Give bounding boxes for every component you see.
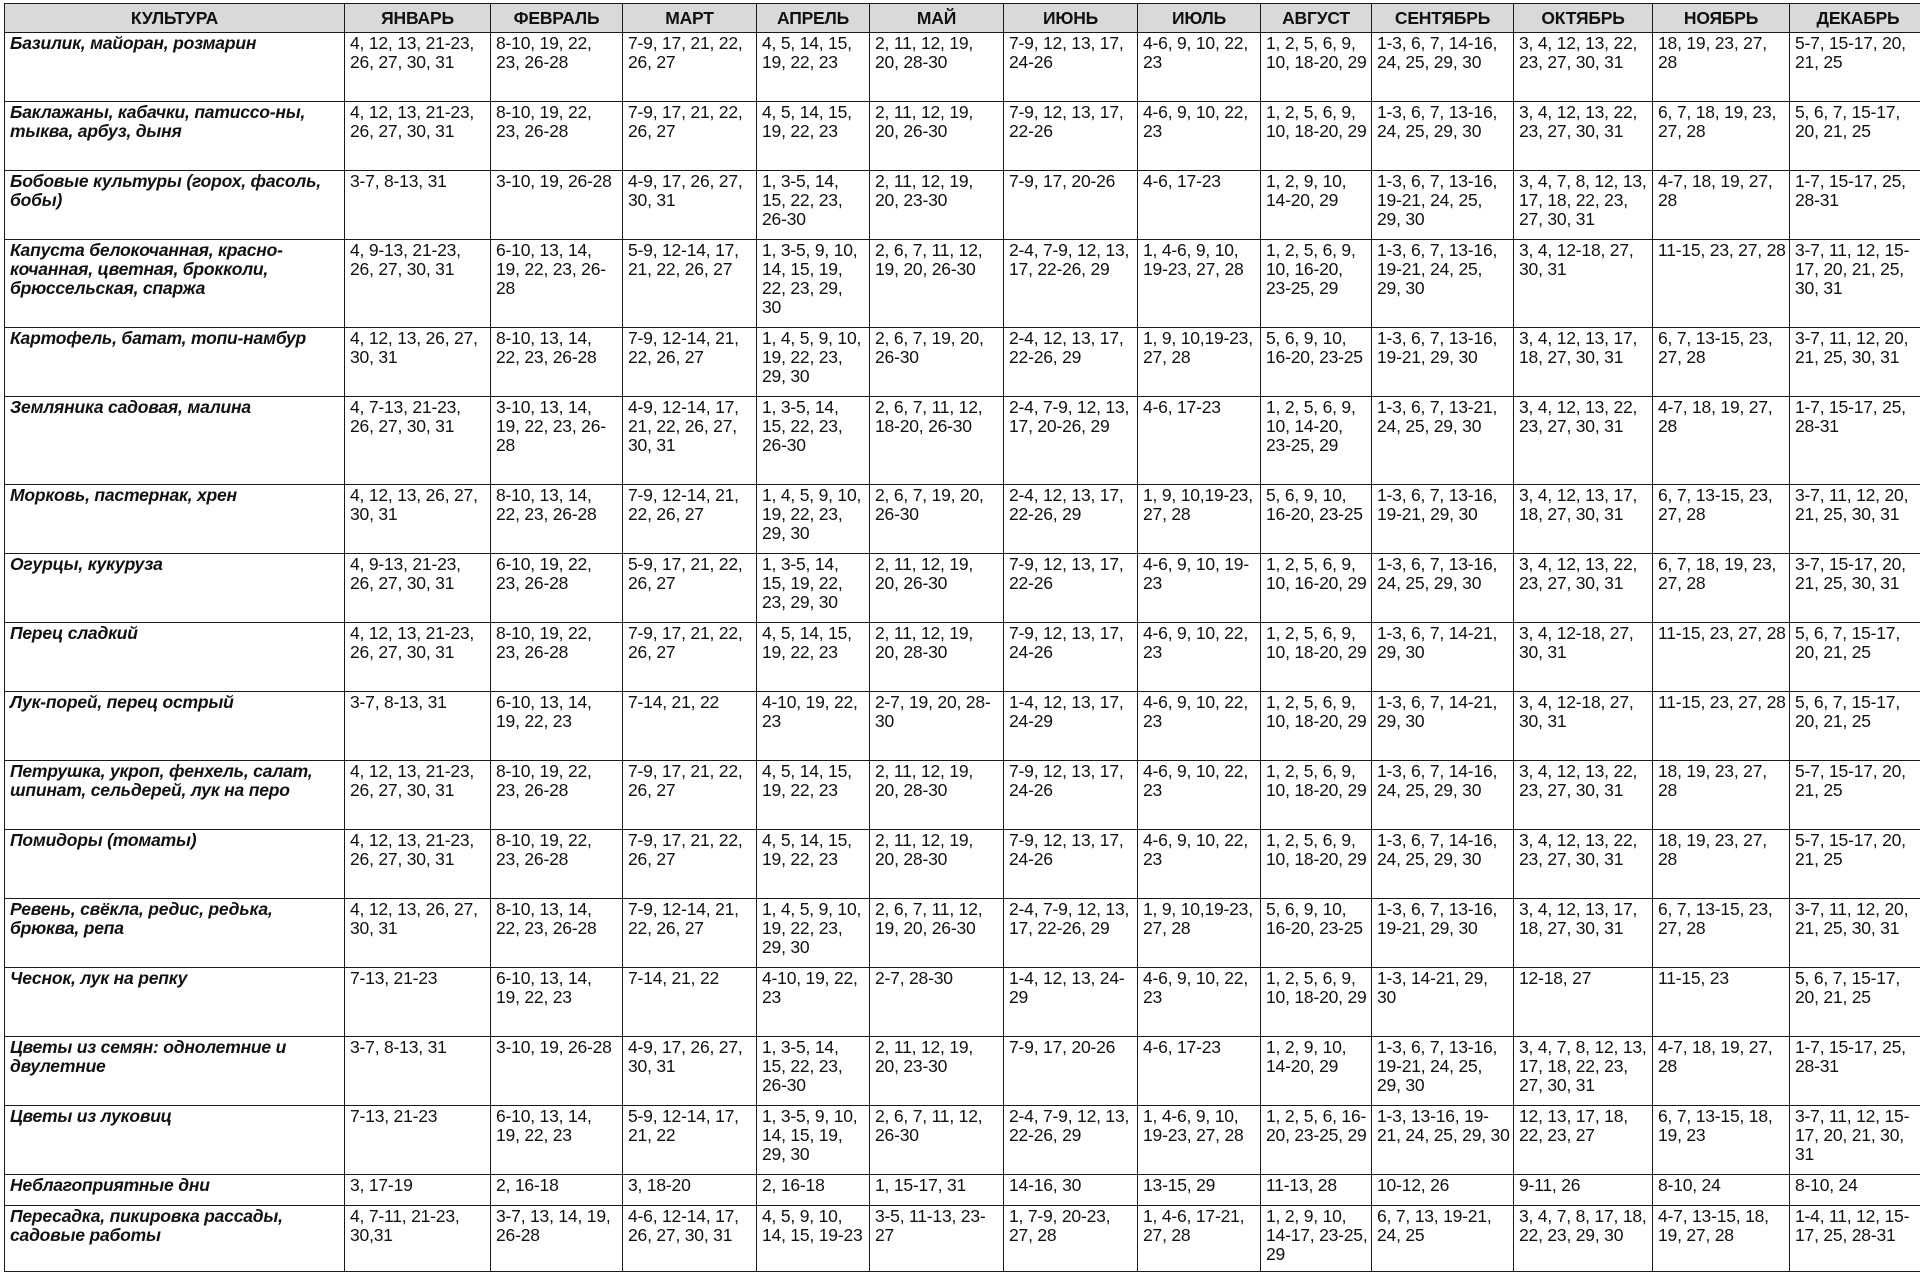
dates-cell: 1, 2, 9, 10, 14-20, 29 [1261,171,1372,240]
crop-name-cell: Базилик, майоран, розмарин [5,33,345,102]
dates-cell: 7-9, 12, 13, 17, 22-26 [1004,102,1138,171]
dates-cell: 3, 4, 12, 13, 17, 18, 27, 30, 31 [1514,485,1653,554]
dates-cell: 6, 7, 18, 19, 23, 27, 28 [1653,102,1790,171]
dates-cell: 12, 13, 17, 18, 22, 23, 27 [1514,1106,1653,1175]
dates-cell: 11-13, 28 [1261,1175,1372,1206]
dates-cell: 8-10, 19, 22, 23, 26-28 [491,761,623,830]
dates-cell: 4, 7-13, 21-23, 26, 27, 30, 31 [345,397,491,485]
dates-cell: 1-3, 6, 7, 13-16, 19-21, 29, 30 [1372,328,1514,397]
dates-cell: 4-6, 9, 10, 22, 23 [1138,623,1261,692]
dates-cell: 1-7, 15-17, 25, 28-31 [1790,1037,1920,1106]
dates-cell: 8-10, 19, 22, 23, 26-28 [491,102,623,171]
dates-cell: 6, 7, 13-15, 23, 27, 28 [1653,899,1790,968]
dates-cell: 5, 6, 9, 10, 16-20, 23-25 [1261,328,1372,397]
dates-cell: 2, 11, 12, 19, 20, 28-30 [870,33,1004,102]
dates-cell: 4, 12, 13, 26, 27, 30, 31 [345,328,491,397]
dates-cell: 1, 2, 9, 10, 14-17, 23-25, 29 [1261,1206,1372,1272]
dates-cell: 2-7, 19, 20, 28-30 [870,692,1004,761]
crop-name-cell: Цветы из семян: однолетние и двулетние [5,1037,345,1106]
dates-cell: 4, 12, 13, 21-23, 26, 27, 30, 31 [345,761,491,830]
crop-name-cell: Капуста белокочанная, красно-кочанная, цветная, брокколи, брюссельская, спаржа [5,240,345,328]
dates-cell: 1, 2, 9, 10, 14-20, 29 [1261,1037,1372,1106]
dates-cell: 7-9, 12, 13, 17, 24-26 [1004,830,1138,899]
dates-cell: 4-7, 18, 19, 27, 28 [1653,397,1790,485]
dates-cell: 2, 11, 12, 19, 20, 26-30 [870,554,1004,623]
dates-cell: 3-7, 11, 12, 20, 21, 25, 30, 31 [1790,328,1920,397]
dates-cell: 1, 9, 10,19-23, 27, 28 [1138,328,1261,397]
dates-cell: 1, 4-6, 17-21, 27, 28 [1138,1206,1261,1272]
crop-name-cell: Пересадка, пикировка рассады, садовые работы [5,1206,345,1272]
dates-cell: 2-4, 7-9, 12, 13, 17, 20-26, 29 [1004,397,1138,485]
table-row [5,1206,1920,1272]
dates-cell: 4-7, 18, 19, 27, 28 [1653,171,1790,240]
dates-cell: 3-7, 13, 14, 19, 26-28 [491,1206,623,1272]
crop-name-cell: Ревень, свёкла, редис, редька, брюква, репа [5,899,345,968]
dates-cell: 4, 5, 14, 15, 19, 22, 23 [757,33,870,102]
dates-cell: 6, 7, 18, 19, 23, 27, 28 [1653,554,1790,623]
dates-cell: 6-10, 13, 14, 19, 22, 23 [491,1106,623,1175]
dates-cell: 1-7, 15-17, 25, 28-31 [1790,171,1920,240]
column-header-month: ИЮНЬ [1004,4,1138,33]
dates-cell: 2, 6, 7, 19, 20, 26-30 [870,328,1004,397]
column-header-month: ИЮЛЬ [1138,4,1261,33]
dates-cell: 1, 9, 10,19-23, 27, 28 [1138,485,1261,554]
table-row [5,397,1920,485]
column-header-month: НОЯБРЬ [1653,4,1790,33]
crop-name-cell: Чеснок, лук на репку [5,968,345,1037]
dates-cell: 3-7, 15-17, 20, 21, 25, 30, 31 [1790,554,1920,623]
dates-cell: 8-10, 24 [1790,1175,1920,1206]
dates-cell: 3, 4, 7, 8, 12, 13, 17, 18, 22, 23, 27, 30, 31 [1514,1037,1653,1106]
crop-name-cell: Перец сладкий [5,623,345,692]
dates-cell: 4-6, 9, 10, 22, 23 [1138,968,1261,1037]
dates-cell: 4-9, 17, 26, 27, 30, 31 [623,1037,757,1106]
dates-cell: 3-7, 8-13, 31 [345,692,491,761]
dates-cell: 2, 11, 12, 19, 20, 26-30 [870,102,1004,171]
dates-cell: 5, 6, 7, 15-17, 20, 21, 25 [1790,102,1920,171]
dates-cell: 4-6, 17-23 [1138,1037,1261,1106]
table-row [5,240,1920,328]
dates-cell: 4, 9-13, 21-23, 26, 27, 30, 31 [345,240,491,328]
dates-cell: 1-3, 6, 7, 13-16, 19-21, 29, 30 [1372,485,1514,554]
table-row [5,33,1920,102]
dates-cell: 1-4, 12, 13, 17, 24-29 [1004,692,1138,761]
table-row [5,554,1920,623]
dates-cell: 3-5, 11-13, 23-27 [870,1206,1004,1272]
dates-cell: 2, 6, 7, 19, 20, 26-30 [870,485,1004,554]
crop-name-cell: Картофель, батат, топи-намбур [5,328,345,397]
planting-calendar-table [4,3,1920,1272]
dates-cell: 4-6, 12-14, 17, 26, 27, 30, 31 [623,1206,757,1272]
dates-cell: 8-10, 13, 14, 22, 23, 26-28 [491,328,623,397]
dates-cell: 1, 4, 5, 9, 10, 19, 22, 23, 29, 30 [757,328,870,397]
crop-name-cell: Огурцы, кукуруза [5,554,345,623]
column-header-month: ОКТЯБРЬ [1514,4,1653,33]
dates-cell: 4-9, 17, 26, 27, 30, 31 [623,171,757,240]
dates-cell: 18, 19, 23, 27, 28 [1653,761,1790,830]
dates-cell: 11-15, 23, 27, 28 [1653,623,1790,692]
dates-cell: 11-15, 23, 27, 28 [1653,240,1790,328]
dates-cell: 1-7, 15-17, 25, 28-31 [1790,397,1920,485]
dates-cell: 3, 4, 12, 13, 17, 18, 27, 30, 31 [1514,328,1653,397]
crop-name-cell: Морковь, пастернак, хрен [5,485,345,554]
dates-cell: 1-3, 14-21, 29, 30 [1372,968,1514,1037]
dates-cell: 6-10, 13, 14, 19, 22, 23, 26-28 [491,240,623,328]
dates-cell: 1, 3-5, 14, 15, 22, 23, 26-30 [757,397,870,485]
dates-cell: 3, 4, 12, 13, 17, 18, 27, 30, 31 [1514,899,1653,968]
table-row [5,485,1920,554]
dates-cell: 7-9, 12, 13, 17, 24-26 [1004,623,1138,692]
dates-cell: 2, 11, 12, 19, 20, 28-30 [870,830,1004,899]
dates-cell: 1-3, 6, 7, 14-21, 29, 30 [1372,623,1514,692]
dates-cell: 1, 3-5, 9, 10, 14, 15, 19, 29, 30 [757,1106,870,1175]
dates-cell: 4, 12, 13, 26, 27, 30, 31 [345,485,491,554]
dates-cell: 4-10, 19, 22, 23 [757,968,870,1037]
dates-cell: 7-13, 21-23 [345,968,491,1037]
dates-cell: 12-18, 27 [1514,968,1653,1037]
dates-cell: 4-6, 9, 10, 22, 23 [1138,761,1261,830]
dates-cell: 2-4, 7-9, 12, 13, 17, 22-26, 29 [1004,899,1138,968]
dates-cell: 2, 16-18 [757,1175,870,1206]
dates-cell: 1-3, 6, 7, 13-16, 19-21, 24, 25, 29, 30 [1372,1037,1514,1106]
dates-cell: 4-6, 9, 10, 22, 23 [1138,102,1261,171]
dates-cell: 3, 4, 12, 13, 22, 23, 27, 30, 31 [1514,102,1653,171]
dates-cell: 1-3, 6, 7, 13-16, 24, 25, 29, 30 [1372,102,1514,171]
dates-cell: 1, 2, 5, 6, 9, 10, 18-20, 29 [1261,33,1372,102]
dates-cell: 1, 2, 5, 6, 9, 10, 14-20, 23-25, 29 [1261,397,1372,485]
dates-cell: 4, 7-11, 21-23, 30,31 [345,1206,491,1272]
dates-cell: 4-7, 18, 19, 27, 28 [1653,1037,1790,1106]
crop-name-cell: Петрушка, укроп, фенхель, салат, шпинат, сельдерей, лук на перо [5,761,345,830]
dates-cell: 4-6, 9, 10, 22, 23 [1138,830,1261,899]
dates-cell: 3-10, 13, 14, 19, 22, 23, 26-28 [491,397,623,485]
dates-cell: 6-10, 13, 14, 19, 22, 23 [491,968,623,1037]
dates-cell: 1-3, 6, 7, 13-21, 24, 25, 29, 30 [1372,397,1514,485]
dates-cell: 4, 12, 13, 21-23, 26, 27, 30, 31 [345,33,491,102]
dates-cell: 5-9, 12-14, 17, 21, 22 [623,1106,757,1175]
dates-cell: 4-6, 9, 10, 19-23 [1138,554,1261,623]
header-row [5,4,1920,33]
dates-cell: 13-15, 29 [1138,1175,1261,1206]
dates-cell: 4, 12, 13, 21-23, 26, 27, 30, 31 [345,102,491,171]
crop-name-cell: Лук-порей, перец острый [5,692,345,761]
dates-cell: 3, 4, 12, 13, 22, 23, 27, 30, 31 [1514,554,1653,623]
dates-cell: 14-16, 30 [1004,1175,1138,1206]
table-body [5,33,1920,1272]
dates-cell: 1, 4-6, 9, 10, 19-23, 27, 28 [1138,240,1261,328]
dates-cell: 3-7, 8-13, 31 [345,171,491,240]
dates-cell: 2, 6, 7, 11, 12, 26-30 [870,1106,1004,1175]
column-header-month: МАРТ [623,4,757,33]
dates-cell: 5-9, 12-14, 17, 21, 22, 26, 27 [623,240,757,328]
dates-cell: 5-7, 15-17, 20, 21, 25 [1790,830,1920,899]
dates-cell: 5, 6, 9, 10, 16-20, 23-25 [1261,485,1372,554]
dates-cell: 2, 6, 7, 11, 12, 19, 20, 26-30 [870,240,1004,328]
column-header-month: ДЕКАБРЬ [1790,4,1920,33]
dates-cell: 4, 5, 14, 15, 19, 22, 23 [757,761,870,830]
dates-cell: 1, 2, 5, 6, 9, 10, 16-20, 29 [1261,554,1372,623]
dates-cell: 7-9, 17, 21, 22, 26, 27 [623,830,757,899]
dates-cell: 1-4, 11, 12, 15-17, 25, 28-31 [1790,1206,1920,1272]
dates-cell: 1-3, 13-16, 19-21, 24, 25, 29, 30 [1372,1106,1514,1175]
dates-cell: 3, 18-20 [623,1175,757,1206]
dates-cell: 1-3, 6, 7, 14-21, 29, 30 [1372,692,1514,761]
dates-cell: 3, 4, 7, 8, 12, 13, 17, 18, 22, 23, 27, 30, 31 [1514,171,1653,240]
dates-cell: 1-3, 6, 7, 14-16, 24, 25, 29, 30 [1372,761,1514,830]
column-header-month: ЯНВАРЬ [345,4,491,33]
dates-cell: 2, 6, 7, 11, 12, 19, 20, 26-30 [870,899,1004,968]
dates-cell: 18, 19, 23, 27, 28 [1653,33,1790,102]
dates-cell: 1, 2, 5, 6, 9, 10, 18-20, 29 [1261,761,1372,830]
dates-cell: 1-3, 6, 7, 13-16, 19-21, 24, 25, 29, 30 [1372,240,1514,328]
dates-cell: 5, 6, 7, 15-17, 20, 21, 25 [1790,692,1920,761]
dates-cell: 4-6, 17-23 [1138,171,1261,240]
dates-cell: 7-9, 12-14, 21, 22, 26, 27 [623,899,757,968]
dates-cell: 2, 11, 12, 19, 20, 23-30 [870,171,1004,240]
column-header-month: МАЙ [870,4,1004,33]
table-row [5,968,1920,1037]
dates-cell: 4, 5, 14, 15, 19, 22, 23 [757,102,870,171]
table-row [5,1106,1920,1175]
dates-cell: 3, 4, 12, 13, 22, 23, 27, 30, 31 [1514,33,1653,102]
dates-cell: 10-12, 26 [1372,1175,1514,1206]
dates-cell: 3, 4, 7, 8, 17, 18, 22, 23, 29, 30 [1514,1206,1653,1272]
dates-cell: 4, 12, 13, 26, 27, 30, 31 [345,899,491,968]
dates-cell: 2-4, 7-9, 12, 13, 17, 22-26, 29 [1004,240,1138,328]
dates-cell: 7-9, 17, 21, 22, 26, 27 [623,33,757,102]
dates-cell: 6-10, 19, 22, 23, 26-28 [491,554,623,623]
dates-cell: 7-9, 12, 13, 17, 24-26 [1004,761,1138,830]
crop-name-cell: Баклажаны, кабачки, патиссо-ны, тыква, арбуз, дыня [5,102,345,171]
column-header-month: АПРЕЛЬ [757,4,870,33]
dates-cell: 2, 11, 12, 19, 20, 28-30 [870,761,1004,830]
dates-cell: 4-6, 17-23 [1138,397,1261,485]
dates-cell: 1, 2, 5, 6, 9, 10, 18-20, 29 [1261,830,1372,899]
dates-cell: 3, 4, 12, 13, 22, 23, 27, 30, 31 [1514,830,1653,899]
dates-cell: 4-6, 9, 10, 22, 23 [1138,692,1261,761]
dates-cell: 8-10, 19, 22, 23, 26-28 [491,830,623,899]
dates-cell: 1, 15-17, 31 [870,1175,1004,1206]
table-row [5,761,1920,830]
dates-cell: 3, 17-19 [345,1175,491,1206]
column-header-culture: КУЛЬТУРА [5,4,345,33]
dates-cell: 1-3, 6, 7, 13-16, 19-21, 24, 25, 29, 30 [1372,171,1514,240]
dates-cell: 8-10, 13, 14, 22, 23, 26-28 [491,899,623,968]
column-header-month: АВГУСТ [1261,4,1372,33]
dates-cell: 3, 4, 12-18, 27, 30, 31 [1514,692,1653,761]
dates-cell: 18, 19, 23, 27, 28 [1653,830,1790,899]
table-row [5,1175,1920,1206]
dates-cell: 4, 12, 13, 21-23, 26, 27, 30, 31 [345,623,491,692]
dates-cell: 3, 4, 12, 13, 22, 23, 27, 30, 31 [1514,761,1653,830]
dates-cell: 6, 7, 13-15, 18, 19, 23 [1653,1106,1790,1175]
dates-cell: 5-7, 15-17, 20, 21, 25 [1790,33,1920,102]
dates-cell: 1, 3-5, 14, 15, 22, 23, 26-30 [757,171,870,240]
dates-cell: 6, 7, 13-15, 23, 27, 28 [1653,328,1790,397]
dates-cell: 9-11, 26 [1514,1175,1653,1206]
dates-cell: 4-10, 19, 22, 23 [757,692,870,761]
dates-cell: 2, 16-18 [491,1175,623,1206]
dates-cell: 1-3, 6, 7, 13-16, 24, 25, 29, 30 [1372,554,1514,623]
dates-cell: 4, 5, 9, 10, 14, 15, 19-23 [757,1206,870,1272]
dates-cell: 8-10, 19, 22, 23, 26-28 [491,623,623,692]
crop-name-cell: Бобовые культуры (горох, фасоль, бобы) [5,171,345,240]
dates-cell: 3, 4, 12-18, 27, 30, 31 [1514,623,1653,692]
dates-cell: 1-4, 12, 13, 24-29 [1004,968,1138,1037]
dates-cell: 1, 4, 5, 9, 10, 19, 22, 23, 29, 30 [757,485,870,554]
dates-cell: 8-10, 19, 22, 23, 26-28 [491,33,623,102]
dates-cell: 2-4, 7-9, 12, 13, 22-26, 29 [1004,1106,1138,1175]
dates-cell: 1, 2, 5, 6, 16-20, 23-25, 29 [1261,1106,1372,1175]
dates-cell: 2-4, 12, 13, 17, 22-26, 29 [1004,485,1138,554]
dates-cell: 1-3, 6, 7, 14-16, 24, 25, 29, 30 [1372,33,1514,102]
dates-cell: 1, 2, 5, 6, 9, 10, 18-20, 29 [1261,623,1372,692]
dates-cell: 1-3, 6, 7, 14-16, 24, 25, 29, 30 [1372,830,1514,899]
dates-cell: 4-7, 13-15, 18, 19, 27, 28 [1653,1206,1790,1272]
dates-cell: 4, 9-13, 21-23, 26, 27, 30, 31 [345,554,491,623]
dates-cell: 2-4, 12, 13, 17, 22-26, 29 [1004,328,1138,397]
dates-cell: 3-7, 11, 12, 15-17, 20, 21, 25, 30, 31 [1790,240,1920,328]
dates-cell: 3, 4, 12-18, 27, 30, 31 [1514,240,1653,328]
dates-cell: 1, 2, 5, 6, 9, 10, 18-20, 29 [1261,102,1372,171]
dates-cell: 7-14, 21, 22 [623,968,757,1037]
dates-cell: 4-6, 9, 10, 22, 23 [1138,33,1261,102]
calendar-table-wrapper [4,3,1916,1272]
dates-cell: 7-9, 17, 20-26 [1004,171,1138,240]
crop-name-cell: Неблагоприятные дни [5,1175,345,1206]
dates-cell: 1, 2, 5, 6, 9, 10, 16-20, 23-25, 29 [1261,240,1372,328]
dates-cell: 5, 6, 7, 15-17, 20, 21, 25 [1790,623,1920,692]
dates-cell: 7-9, 12-14, 21, 22, 26, 27 [623,328,757,397]
dates-cell: 1, 3-5, 14, 15, 22, 23, 26-30 [757,1037,870,1106]
dates-cell: 7-9, 12, 13, 17, 22-26 [1004,554,1138,623]
dates-cell: 7-9, 17, 20-26 [1004,1037,1138,1106]
dates-cell: 6-10, 13, 14, 19, 22, 23 [491,692,623,761]
table-header [5,4,1920,33]
dates-cell: 4-9, 12-14, 17, 21, 22, 26, 27, 30, 31 [623,397,757,485]
dates-cell: 11-15, 23, 27, 28 [1653,692,1790,761]
dates-cell: 6, 7, 13-15, 23, 27, 28 [1653,485,1790,554]
dates-cell: 1, 4, 5, 9, 10, 19, 22, 23, 29, 30 [757,899,870,968]
table-row [5,102,1920,171]
dates-cell: 1-3, 6, 7, 13-16, 19-21, 29, 30 [1372,899,1514,968]
dates-cell: 7-14, 21, 22 [623,692,757,761]
dates-cell: 7-9, 17, 21, 22, 26, 27 [623,761,757,830]
dates-cell: 7-9, 12, 13, 17, 24-26 [1004,33,1138,102]
dates-cell: 2-7, 28-30 [870,968,1004,1037]
dates-cell: 8-10, 13, 14, 22, 23, 26-28 [491,485,623,554]
dates-cell: 7-13, 21-23 [345,1106,491,1175]
dates-cell: 3-7, 11, 12, 20, 21, 25, 30, 31 [1790,899,1920,968]
dates-cell: 1, 4-6, 9, 10, 19-23, 27, 28 [1138,1106,1261,1175]
dates-cell: 2, 11, 12, 19, 20, 23-30 [870,1037,1004,1106]
dates-cell: 3-10, 19, 26-28 [491,1037,623,1106]
dates-cell: 7-9, 17, 21, 22, 26, 27 [623,102,757,171]
dates-cell: 4, 5, 14, 15, 19, 22, 23 [757,830,870,899]
dates-cell: 11-15, 23 [1653,968,1790,1037]
dates-cell: 3-7, 11, 12, 15-17, 20, 21, 30, 31 [1790,1106,1920,1175]
dates-cell: 4, 12, 13, 21-23, 26, 27, 30, 31 [345,830,491,899]
dates-cell: 5, 6, 7, 15-17, 20, 21, 25 [1790,968,1920,1037]
dates-cell: 3-10, 19, 26-28 [491,171,623,240]
dates-cell: 7-9, 17, 21, 22, 26, 27 [623,623,757,692]
dates-cell: 1, 2, 5, 6, 9, 10, 18-20, 29 [1261,692,1372,761]
column-header-month: СЕНТЯБРЬ [1372,4,1514,33]
table-row [5,171,1920,240]
crop-name-cell: Помидоры (томаты) [5,830,345,899]
dates-cell: 2, 11, 12, 19, 20, 28-30 [870,623,1004,692]
dates-cell: 2, 6, 7, 11, 12, 18-20, 26-30 [870,397,1004,485]
dates-cell: 5-9, 17, 21, 22, 26, 27 [623,554,757,623]
dates-cell: 7-9, 12-14, 21, 22, 26, 27 [623,485,757,554]
dates-cell: 8-10, 24 [1653,1175,1790,1206]
dates-cell: 1, 7-9, 20-23, 27, 28 [1004,1206,1138,1272]
dates-cell: 4, 5, 14, 15, 19, 22, 23 [757,623,870,692]
table-row [5,328,1920,397]
dates-cell: 3, 4, 12, 13, 22, 23, 27, 30, 31 [1514,397,1653,485]
dates-cell: 1, 3-5, 14, 15, 19, 22, 23, 29, 30 [757,554,870,623]
table-row [5,1037,1920,1106]
dates-cell: 3-7, 11, 12, 20, 21, 25, 30, 31 [1790,485,1920,554]
table-row [5,830,1920,899]
dates-cell: 5-7, 15-17, 20, 21, 25 [1790,761,1920,830]
dates-cell: 3-7, 8-13, 31 [345,1037,491,1106]
dates-cell: 1, 9, 10,19-23, 27, 28 [1138,899,1261,968]
crop-name-cell: Цветы из луковиц [5,1106,345,1175]
dates-cell: 5, 6, 9, 10, 16-20, 23-25 [1261,899,1372,968]
crop-name-cell: Земляника садовая, малина [5,397,345,485]
table-row [5,692,1920,761]
dates-cell: 1, 2, 5, 6, 9, 10, 18-20, 29 [1261,968,1372,1037]
table-row [5,623,1920,692]
column-header-month: ФЕВРАЛЬ [491,4,623,33]
dates-cell: 6, 7, 13, 19-21, 24, 25 [1372,1206,1514,1272]
dates-cell: 1, 3-5, 9, 10, 14, 15, 19, 22, 23, 29, 30 [757,240,870,328]
table-row [5,899,1920,968]
